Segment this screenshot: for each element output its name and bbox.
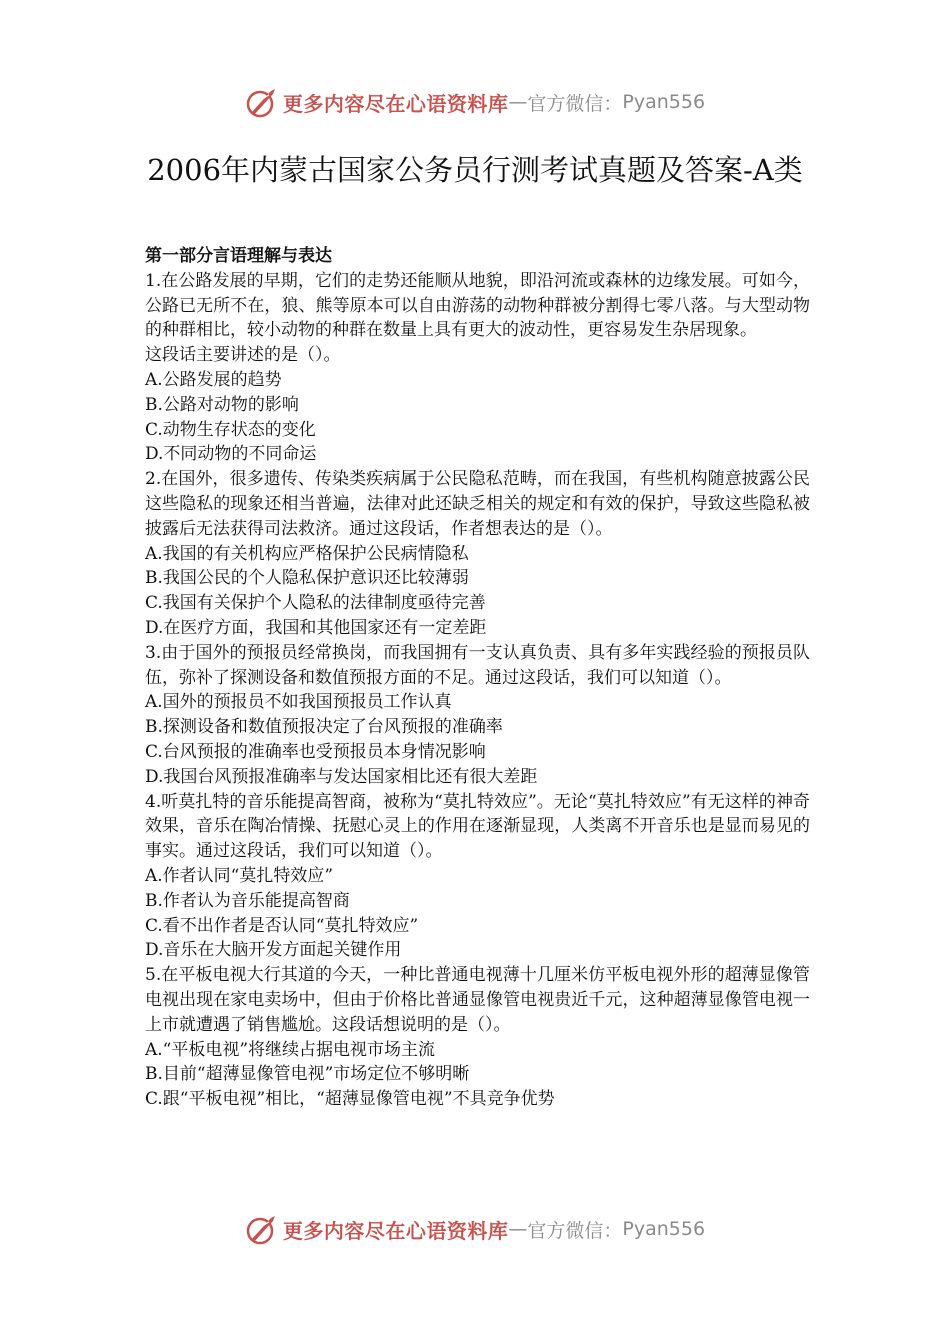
question-stem: 5.在平板电视大行其道的今天，一种比普通电视薄十几厘米仿平板电视外形的超薄显像管电视出现在家电卖场中，但由于价格比普通显像管电视贵近千元，这种超薄显像管电视一上市就遭遇了销售尴尬。这段话想说明的是（）。 [145, 965, 810, 1035]
banner-suffix: 官方微信： [527, 1219, 623, 1242]
option-c: C.我国有关保护个人隐私的法律制度亟待完善 [145, 593, 486, 614]
option-d: D.我国台风预报准确率与发达国家相比还有很大差距 [145, 766, 538, 787]
option-c: C.台风预报的准确率也受预报员本身情况影响 [145, 741, 486, 762]
question-2 [145, 467, 810, 641]
option-a: A.“平板电视”将继续占据电视市场主流 [145, 1039, 436, 1060]
question-5 [145, 963, 810, 1112]
header-banner [0, 82, 950, 122]
option-b: B.目前“超薄显像管电视”市场定位不够明晰 [145, 1064, 470, 1085]
option-b: B.我国公民的个人隐私保护意识还比较薄弱 [145, 568, 469, 589]
footer-banner [0, 1209, 950, 1249]
quill-logo-icon [245, 1212, 279, 1246]
question-1 [145, 269, 810, 467]
option-b: B.作者认为音乐能提高智商 [145, 890, 350, 911]
option-d: D.在医疗方面，我国和其他国家还有一定差距 [145, 617, 487, 638]
option-c: C.动物生存状态的变化 [145, 419, 316, 440]
banner-text: 更多内容尽在心语资料库 [282, 91, 509, 116]
banner-text: 更多内容尽在心语资料库 [282, 1218, 509, 1243]
option-c: C.跟“平板电视”相比，“超薄显像管电视”不具竞争优势 [145, 1089, 555, 1110]
banner-wechat-id: Pyan556 [622, 1218, 706, 1240]
banner-dash: — [508, 1218, 528, 1240]
banner-dash: — [508, 91, 528, 113]
option-a: A.国外的预报员不如我国预报员工作认真 [145, 692, 452, 713]
option-d: D.音乐在大脑开发方面起关键作用 [145, 940, 402, 961]
document-title: 2006年内蒙古国家公务员行测考试真题及答案-A类 [147, 153, 803, 187]
question-3 [145, 641, 810, 790]
question-4 [145, 790, 810, 964]
question-prompt: 这段话主要讲述的是（）。 [145, 345, 341, 366]
question-stem: 2.在国外，很多遗传、传染类疾病属于公民隐私范畴，而在我国，有些机构随意披露公民这些隐私的现象还相当普遍，法律对此还缺乏相关的规定和有效的保护，导致这些隐私被披露后无法获得司法救济。通过这段话，作者想表达的是（）。 [145, 469, 810, 539]
question-stem: 1.在公路发展的早期，它们的走势还能顺从地貌，即沿河流或森林的边缘发展。可如今，公路已无所不在，狼、熊等原本可以自由游荡的动物种群被分割得七零八落。与大型动物的种群相比，较小动物的种群在数量上具有更大的波动性，更容易发生杂居现象。 [145, 270, 810, 341]
banner-suffix: 官方微信： [527, 92, 623, 115]
question-stem: 3.由于国外的预报员经常换岗，而我国拥有一支认真负责、具有多年实践经验的预报员队伍，弥补了探测设备和数值预报方面的不足。通过这段话，我们可以知道（）。 [145, 642, 810, 688]
option-b: B.探测设备和数值预报决定了台风预报的准确率 [145, 717, 503, 738]
document-body [145, 244, 810, 1112]
option-d: D.不同动物的不同命运 [145, 444, 317, 465]
question-stem: 4.听莫扎特的音乐能提高智商，被称为“莫扎特效应”。无论“莫扎特效应”有无这样的神奇效果，音乐在陶冶情操、抚慰心灵上的作用在逐渐显现，人类离不开音乐也是显而易见的事实。通过这段话，我们可以知道（）。 [145, 791, 810, 862]
option-a: A.我国的有关机构应严格保护公民病情隐私 [145, 543, 469, 564]
option-b: B.公路对动物的影响 [145, 394, 299, 415]
option-c: C.看不出作者是否认同“莫扎特效应” [145, 915, 419, 936]
quill-logo-icon [245, 85, 279, 119]
option-a: A.公路发展的趋势 [145, 369, 282, 390]
banner-wechat-id: Pyan556 [622, 91, 706, 113]
option-a: A.作者认同“莫扎特效应” [145, 865, 334, 886]
section-heading: 第一部分言语理解与表达 [145, 246, 332, 266]
